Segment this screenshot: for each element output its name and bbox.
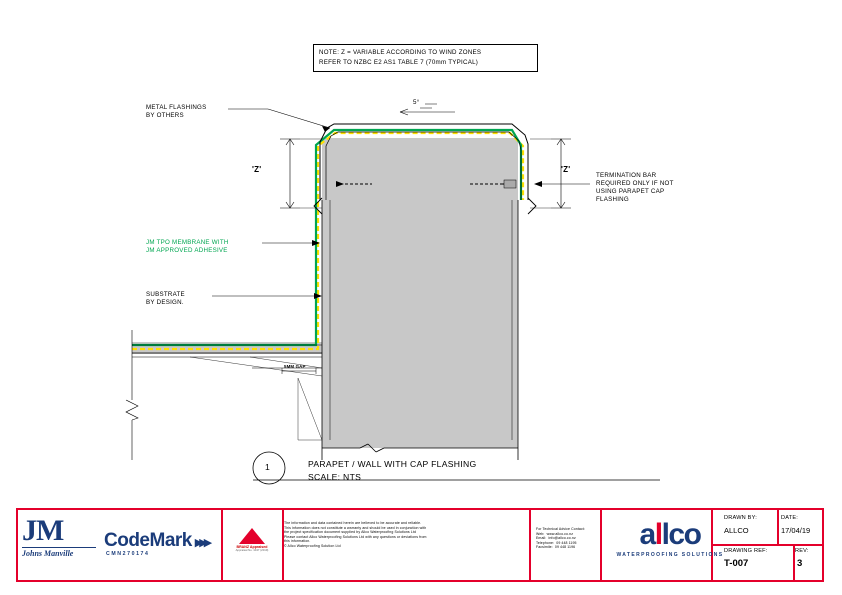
rev-value: 3 [797, 558, 803, 569]
drawn-by-label: DRAWN BY: [724, 515, 757, 521]
contact-line-5: Facsimile: 09 448 1196 [536, 545, 576, 550]
jm-letters: JM [22, 514, 64, 547]
disclaimer-line-1: The information and data contained herein are believed to be accurate and reliable. [284, 521, 422, 525]
allco-rest: lco [661, 518, 701, 551]
contact-line-1: For Technical Advice Contact: [536, 527, 585, 531]
label-metal-flashings-line1: METAL FLASHINGS [146, 104, 207, 111]
date-label: DATE: [781, 515, 799, 521]
allco-l: l [654, 518, 662, 551]
leader-metal-flashings-2 [268, 109, 330, 128]
branz-appraised-logo [226, 528, 278, 553]
label-z-left: 'Z' [252, 165, 262, 174]
branz-label-1: BRANZ Appraised [236, 545, 268, 549]
label-membrane-line1: JM TPO MEMBRANE WITH [146, 239, 229, 246]
label-substrate-line1: SUBSTRATE [146, 291, 185, 298]
flashing-chevron-right [528, 198, 536, 214]
label-membrane-line2: JM APPROVED ADHESIVE [146, 247, 228, 254]
disclaimer-line-6: © Allco Waterproofing Solution Ltd [284, 543, 341, 548]
branz-triangle-icon [239, 528, 265, 544]
codemark-logo: CodeMark [104, 530, 192, 551]
johns-manville-logo [22, 516, 96, 568]
label-metal-flashings-line2: BY OTHERS [146, 112, 184, 119]
label-termination-line4: FLASHING [596, 196, 629, 203]
disclaimer-line-4: Please contact Allco Waterproofing Solutions Ltd with any questions or deviations from [284, 534, 427, 539]
codemark-chevrons: ▸▸▸ [195, 534, 209, 551]
allco-wordmark [600, 520, 740, 550]
wind-zone-note [313, 44, 538, 72]
note-line-2: REFER TO NZBC E2 AS1 TABLE 7 (70mm TYPICAL) [319, 59, 479, 67]
contact-line-3: Email: info@allco.co.nz [536, 536, 576, 541]
codemark-number: CMN270174 [106, 551, 150, 557]
allco-a: a [639, 518, 655, 551]
tb-divider-7 [777, 510, 779, 544]
contact-line-2: Web: www.allco.co.nz [536, 531, 574, 536]
label-termination-line2: REQUIRED ONLY IF NOT [596, 180, 674, 187]
date-value: 17/04/19 [781, 526, 811, 535]
disclaimer-line-5: this information. [284, 539, 311, 544]
detail-number: 1 [265, 462, 271, 472]
slope-hatch [420, 104, 437, 108]
rev-label: REV: [795, 548, 809, 554]
disclaimer-block [284, 521, 508, 549]
allco-tagline: WATERPROOFING SOLUTIONS [616, 552, 724, 558]
note-line-1: NOTE: Z = VARIABLE ACCORDING TO WIND ZONES [319, 49, 482, 56]
label-termination-line3: USING PARAPET CAP [596, 188, 665, 195]
termination-bar [504, 180, 516, 188]
label-slope: 5° [413, 99, 420, 106]
label-5mm-gap: 5MM GAP [284, 364, 306, 369]
tb-divider-1 [221, 510, 223, 580]
gap-leader-diag [298, 378, 322, 440]
detail-scale: SCALE: NTS [308, 472, 362, 482]
detail-title: PARAPET / WALL WITH CAP FLASHING [308, 459, 477, 469]
drawing-ref-value: T-007 [724, 558, 749, 569]
label-substrate-line2: BY DESIGN. [146, 299, 184, 306]
label-z-right: 'Z' [561, 165, 571, 174]
tb-divider-3 [529, 510, 531, 580]
branz-label-2: Appraisal No. 1047 (2019) [235, 548, 269, 553]
left-break-symbol [126, 400, 138, 420]
contact-line-4: Telephone: 09 448 1195 [536, 540, 577, 545]
label-termination-line1: TERMINATION BAR [596, 172, 657, 179]
allco-logo [600, 520, 740, 558]
drawn-by-value: ALLCO [724, 526, 749, 535]
disclaimer-line-3: the project specification document supplied by Allco Waterproofing Solutions Ltd [284, 530, 416, 535]
drawing-ref-label: DRAWING REF: [724, 548, 768, 554]
disclaimer-line-2: This information does not constitute a warranty and should be used in conjunction with [284, 525, 427, 530]
jm-subtitle: Johns Manville [22, 547, 96, 558]
arrowhead-termination [534, 181, 542, 187]
